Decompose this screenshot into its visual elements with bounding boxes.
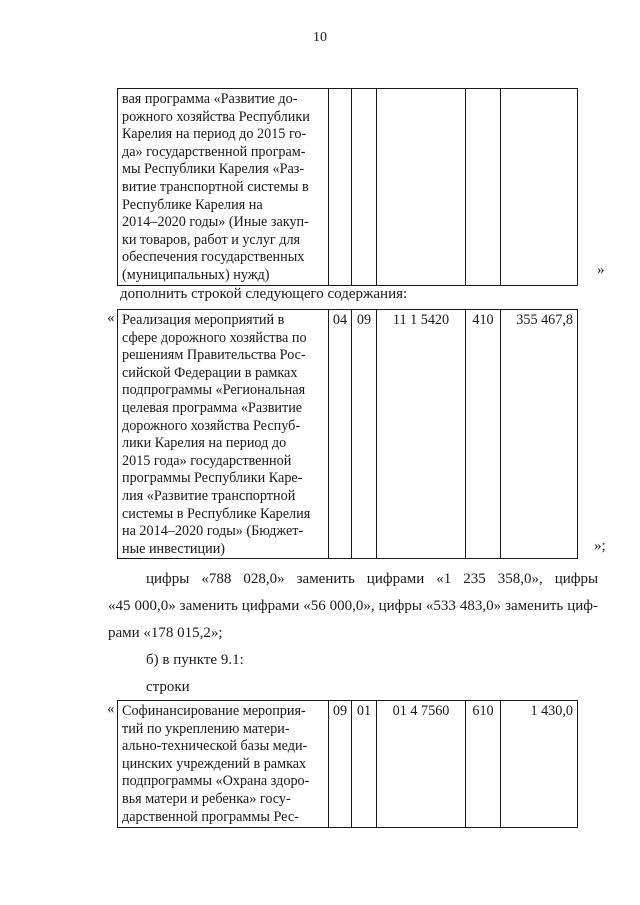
subsection-code-cell: 09 (352, 310, 377, 559)
row-description (118, 310, 329, 559)
page-number: 10 (313, 30, 327, 45)
description-line: подпрограммы «Охрана здоро- (122, 773, 310, 790)
description-line: лия «Развитие транспортной (122, 487, 296, 504)
section-code-cell (329, 89, 352, 286)
description-line: Республике Карелия на (122, 196, 263, 213)
description-line: Софинансирование мероприя- (122, 703, 306, 719)
amount-cell (501, 89, 578, 286)
description-line: Реализация мероприятий в (122, 312, 285, 328)
description-line: решениям Правительства Рос- (122, 347, 306, 364)
description-line: подпрограммы «Региональная (122, 382, 306, 399)
expense-type-cell: 410 (466, 310, 501, 559)
description-line: цинских учреждений в рамках (122, 755, 307, 772)
description-line: лики Карелия на период до (122, 435, 287, 452)
target-article-cell: 01 4 7560 (377, 701, 466, 828)
description-line: (муниципальных) нужд) (122, 266, 270, 283)
description-line: целевая программа «Развитие (122, 399, 303, 416)
description-line: вая программа «Развитие до- (122, 91, 298, 107)
description-line: мы Республики Карелия «Раз- (122, 161, 305, 178)
description-line: сийской Федерации в рамках (122, 364, 298, 381)
paragraph-word: цифры (554, 571, 599, 587)
description-line: дорожного хозяйства Респуб- (122, 417, 301, 434)
paragraph-word: цифрами (366, 571, 425, 587)
description-line: витие транспортной системы в (122, 178, 309, 195)
description-line: да» государственной програм- (122, 143, 306, 160)
amount-cell: 1 430,0 (501, 701, 578, 828)
target-article-cell: 11 1 5420 (377, 310, 466, 559)
budget-table-continuation (117, 88, 578, 286)
amount-cell: 355 467,8 (501, 310, 578, 559)
paragraph-word: цифры (146, 571, 190, 587)
description-line: обеспечения государственных (122, 249, 305, 266)
description-line: рожного хозяйства Республики (122, 108, 310, 125)
description-line: тий по укреплению матери- (122, 720, 290, 737)
target-article-cell (377, 89, 466, 286)
item-b: б) в пункте 9.1: (146, 652, 244, 668)
description-line: вья матери и ребенка» госу- (122, 790, 291, 807)
description-line: ные инвестиции) (122, 540, 226, 557)
section-code-cell: 09 (329, 701, 352, 828)
subsection-code-cell (352, 89, 377, 286)
description-line: Карелия на период до 2015 го- (122, 126, 307, 143)
opening-quote: « (107, 310, 115, 326)
paragraph-word: «788 028,0» (201, 571, 285, 587)
replacement-paragraph-line-2: «45 000,0» заменить цифрами «56 000,0», цифры «533 483,0» заменить циф- (108, 598, 598, 614)
opening-quote: « (107, 701, 115, 717)
table-row (118, 310, 578, 559)
description-line: 2014–2020 годы» (Иные закуп- (122, 214, 309, 231)
budget-table-new-row (117, 309, 578, 559)
row-description (118, 701, 329, 828)
paragraph-word: «1 235 358,0», (436, 571, 543, 587)
description-line: программы Республики Каре- (122, 470, 303, 487)
paragraph-word: заменить (296, 571, 355, 587)
description-line: дарственной программы Рес- (122, 808, 299, 825)
budget-table-rows (117, 700, 578, 828)
section-code-cell: 04 (329, 310, 352, 559)
expense-type-cell (466, 89, 501, 286)
description-line: сфере дорожного хозяйства по (122, 329, 307, 346)
table-row (118, 89, 578, 286)
expense-type-cell: 610 (466, 701, 501, 828)
closing-quote: »; (594, 538, 606, 554)
instruction-add-row: дополнить строкой следующего содержания: (120, 286, 408, 302)
row-description (118, 89, 329, 286)
table-row (118, 701, 578, 828)
subsection-code-cell: 01 (352, 701, 377, 828)
description-line: 2015 года» государственной (122, 452, 292, 469)
description-line: ки товаров, работ и услуг для (122, 231, 301, 248)
rows-word: строки (146, 679, 190, 695)
description-line: ально-технической базы меди- (122, 738, 308, 755)
replacement-paragraph-line-3: рами «178 015,2»; (108, 625, 223, 641)
replacement-paragraph-line-1 (146, 568, 598, 590)
closing-quote: » (597, 262, 605, 278)
description-line: системы в Республике Карелия (122, 505, 311, 522)
description-line: на 2014–2020 годы» (Бюджет- (122, 523, 304, 540)
